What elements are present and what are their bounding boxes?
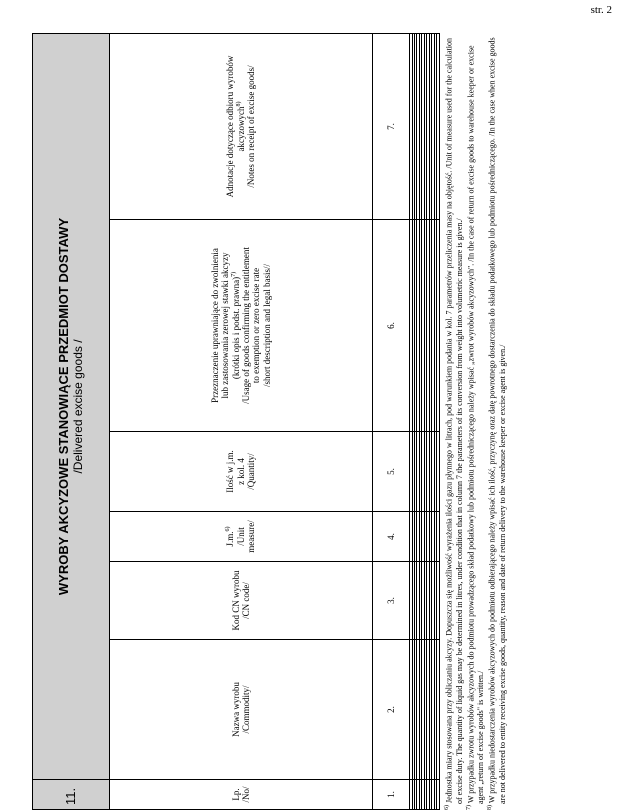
column-number-2: 2. — [372, 640, 409, 780]
column-number-5: 5. — [372, 432, 409, 512]
column-number-7: 7. — [372, 33, 409, 219]
column-header-line: Przeznaczenie uprawniające do zwolnienia — [209, 248, 220, 403]
column-number-4: 4. — [372, 512, 409, 562]
column-header-line: /CN code/ — [240, 582, 251, 619]
column-header-line: J.m. — [225, 531, 236, 547]
table-cell[interactable] — [437, 780, 440, 810]
table-cell[interactable] — [437, 33, 440, 219]
column-header-line: /No/ — [240, 786, 251, 803]
footnote-ref: 7) — [230, 271, 237, 277]
table-body — [410, 33, 440, 809]
column-header-7 — [110, 33, 372, 219]
column-header-4 — [110, 512, 372, 562]
table-cell[interactable] — [437, 220, 440, 432]
footnote — [466, 34, 487, 810]
footnote-text: W przypadku zwrotu wyrobów akcyzowych do podmiotu prowadzącego skład podatkowy lub podmiotu pośredniczącego należy wpisać „zwrot wyrobów akcyzowych". /In the case of return of excise goods to warehouse keeper or excise agent „return of excise goods" is written./ — [466, 45, 486, 805]
table-cell[interactable] — [437, 432, 440, 512]
column-header-line: /Unit — [235, 527, 246, 546]
column-number-3: 3. — [372, 562, 409, 640]
table-cell[interactable] — [437, 562, 440, 640]
column-header-line: /Notes on receipt of excise goods/ — [246, 65, 257, 188]
column-header-line: /short description and legal basis// — [261, 264, 272, 387]
column-header-line: z kol. 4 — [235, 458, 246, 485]
footnote-mark: 6) — [444, 805, 450, 810]
column-header-line: Nazwa wyrobu — [230, 682, 241, 737]
column-header-1 — [110, 780, 372, 810]
section-title: WYROBY AKCYZOWE STANOWIĄCE PRZEDMIOT DOSTAWY — [55, 217, 71, 596]
column-header-line: akcyzowych — [235, 106, 246, 152]
footnote-mark: 8) — [487, 805, 494, 810]
column-header-line: Ilość w j.m. — [225, 450, 236, 493]
column-header-line: Lp. — [230, 788, 241, 801]
column-header-3 — [110, 562, 372, 640]
column-header-2 — [110, 640, 372, 780]
column-header-line: /Quantity/ — [246, 453, 257, 490]
section-title-en: /Delivered excise goods / — [70, 339, 85, 474]
column-header-line: /Usage of goods confirming the entitlement — [240, 247, 251, 404]
column-header-6 — [110, 220, 372, 432]
rotated-form-sheet — [32, 34, 507, 810]
column-number-row — [372, 33, 409, 809]
column-number-6: 6. — [372, 220, 409, 432]
column-header-line: measure/ — [246, 520, 257, 553]
column-header-line: to exemption or zero excise rate — [251, 267, 262, 384]
footnote-ref: 8) — [235, 101, 242, 107]
footnote-text: Jednostka miary stosowana przy obliczaniu akcyzy. Dopuszcza się możliwość wyrażenia ilości gazu płynnego w litrach, pod warunkiem podania w kol. 7 parametrów przeliczenia masy na objętość. /Unit of measure used for the calculation of excise duty. The quantity of liquid gas may be determined in litres, under condition that in column 7 the parameters of its conversion from weight into volumetric measure is given./ — [444, 37, 464, 805]
section-title-row — [33, 33, 110, 809]
footnotes — [444, 34, 509, 810]
column-header-row — [110, 33, 372, 809]
footnote-text: W przypadku niedostarczenia wyrobów akcyzowych do podmiotu odbierającego należy wpisać ich ilość, przyczynę oraz datę powrotnego dostarczenia do składu podatkowego lub podmiotu pośredniczącego. /In the case when excise goods are not delivered to entity receiving excise goods, quantity, reason and date of return delivery to the warehouse keeper or excise agent is given./ — [487, 37, 507, 805]
footnote — [444, 34, 465, 810]
footnote-mark: 7) — [465, 805, 472, 810]
column-header-line: lub zastosowania zerowej stawki akcyzy — [220, 252, 231, 399]
column-number-1: 1. — [372, 780, 409, 810]
excise-goods-table — [32, 33, 440, 810]
column-header-line: (krótki opis i podst. prawna) — [230, 276, 241, 380]
footnote-ref: 6) — [225, 526, 232, 532]
column-header-line: Adnotacje dotyczące odbioru wyrobów — [225, 55, 236, 198]
section-title-cell — [33, 33, 110, 779]
page-number: str. 2 — [590, 4, 612, 16]
column-header-line: /Commodity/ — [240, 685, 251, 734]
table-cell[interactable] — [437, 640, 440, 780]
table-row — [437, 33, 440, 809]
section-number: 11. — [33, 780, 110, 810]
column-header-5 — [110, 432, 372, 512]
table-cell[interactable] — [437, 512, 440, 562]
footnote — [487, 34, 508, 810]
column-header-line: Kod CN wyrobu — [230, 570, 241, 631]
